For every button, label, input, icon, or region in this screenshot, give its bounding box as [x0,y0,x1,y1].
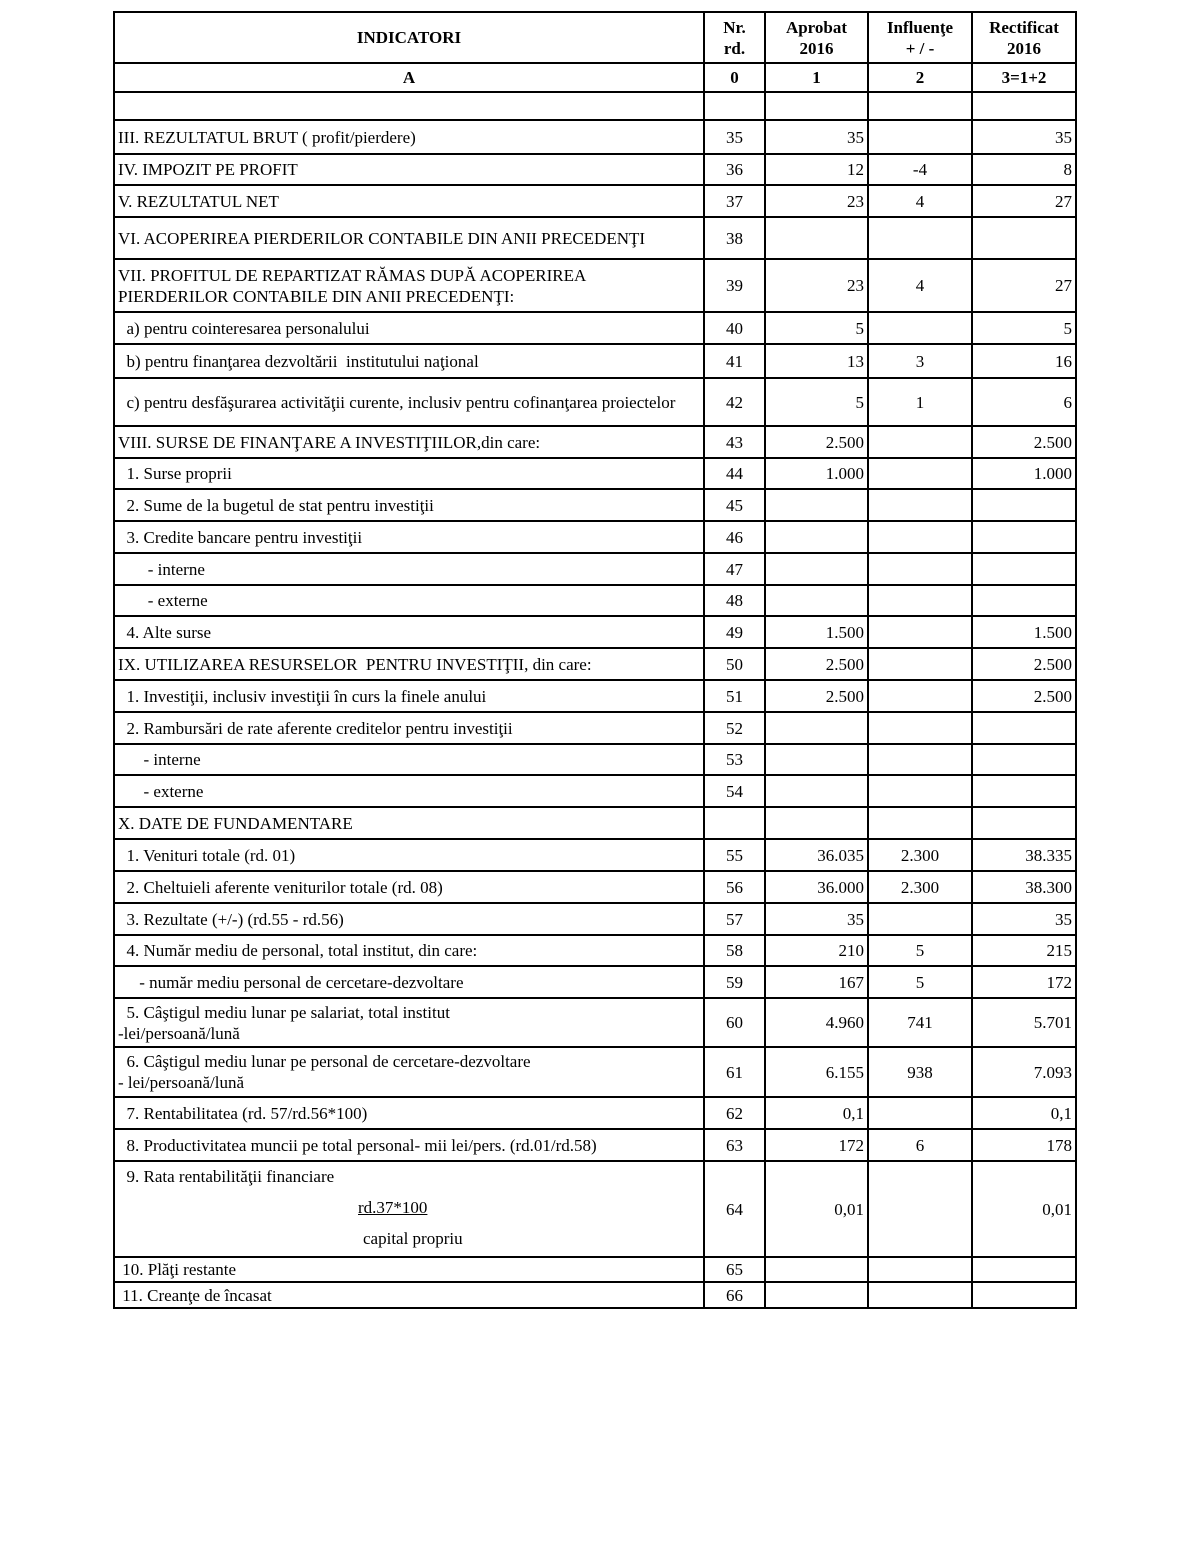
indicator-cell: 4. Număr mediu de personal, total institut, din care: [114,935,704,966]
indicator-cell: 1. Venituri totale (rd. 01) [114,839,704,871]
indicator-cell: VII. PROFITUL DE REPARTIZAT RĂMAS DUPĂ ACOPERIREA PIERDERILOR CONTABILE DIN ANII PRECEDENŢI: [114,259,704,312]
header-rectificat: Rectificat 2016 [972,12,1076,63]
table-row [114,1129,1076,1161]
table-row [114,775,1076,807]
influente-cell: 5 [868,935,972,966]
rectificat-cell [972,585,1076,616]
indicator-cell: - externe [114,775,704,807]
aprobat-cell: 210 [765,935,868,966]
influente-cell [868,585,972,616]
table-row [114,680,1076,712]
influente-cell [868,712,972,744]
row-number-cell: 40 [704,312,765,344]
aprobat-cell [765,585,868,616]
table-row [114,185,1076,217]
rectificat-cell: 178 [972,1129,1076,1161]
row-number-cell: 50 [704,648,765,680]
aprobat-cell [765,217,868,259]
rectificat-cell [972,1257,1076,1282]
table-row [114,616,1076,648]
row-number-cell: 55 [704,839,765,871]
row-number-cell: 38 [704,217,765,259]
row-number-cell: 39 [704,259,765,312]
influente-cell [868,426,972,458]
rectificat-cell [972,553,1076,585]
indicator-cell: 2. Cheltuieli aferente veniturilor totale (rd. 08) [114,871,704,903]
row-number-cell: 62 [704,1097,765,1129]
table-row [114,120,1076,154]
row-number-cell: 60 [704,998,765,1047]
row-number-cell: 61 [704,1047,765,1097]
aprobat-cell: 172 [765,1129,868,1161]
rectificat-cell: 2.500 [972,426,1076,458]
indicator-cell [114,92,704,120]
table-row [114,807,1076,839]
influente-cell: 4 [868,259,972,312]
table-row [114,1097,1076,1129]
influente-cell: 3 [868,344,972,378]
header-indicatori: INDICATORI [114,12,704,63]
aprobat-cell: 5 [765,312,868,344]
indicator-cell: - externe [114,585,704,616]
rectificat-cell [972,1282,1076,1308]
table-row [114,966,1076,998]
indicator-cell: VIII. SURSE DE FINANŢARE A INVESTIŢIILOR,din care: [114,426,704,458]
aprobat-cell [765,521,868,553]
table-row [114,839,1076,871]
aprobat-cell: 12 [765,154,868,185]
influente-cell [868,217,972,259]
influente-cell [868,775,972,807]
aprobat-cell: 36.000 [765,871,868,903]
influente-cell [868,489,972,521]
header-aprobat: Aprobat 2016 [765,12,868,63]
indicator-cell: c) pentru desfăşurarea activităţii curente, inclusiv pentru cofinanţarea proiectelor [114,378,704,426]
row-number-cell: 43 [704,426,765,458]
indicator-cell: IX. UTILIZAREA RESURSELOR PENTRU INVESTIŢII, din care: [114,648,704,680]
column-index-row [114,63,1076,92]
row-number-cell: 58 [704,935,765,966]
aprobat-cell: 23 [765,259,868,312]
influente-cell [868,744,972,775]
aprobat-cell [765,1282,868,1308]
indicator-cell: 3. Rezultate (+/-) (rd.55 - rd.56) [114,903,704,935]
indicator-cell: VI. ACOPERIREA PIERDERILOR CONTABILE DIN ANII PRECEDENŢI [114,217,704,259]
indicator-cell: 1. Surse proprii [114,458,704,489]
rectificat-cell [972,217,1076,259]
row-number-cell: 45 [704,489,765,521]
aprobat-cell: 35 [765,903,868,935]
table-body [114,92,1076,1308]
influente-cell [868,1282,972,1308]
table-row [114,648,1076,680]
table-row [114,998,1076,1047]
influente-cell: -4 [868,154,972,185]
indicator-cell: IV. IMPOZIT PE PROFIT [114,154,704,185]
influente-cell: 4 [868,185,972,217]
indicator-cell: b) pentru finanţarea dezvoltării institutului naţional [114,344,704,378]
row-number-cell: 59 [704,966,765,998]
indicator-cell: 1. Investiţii, inclusiv investiţii în curs la finele anului [114,680,704,712]
aprobat-cell [765,1257,868,1282]
rectificat-cell [972,521,1076,553]
row-number-cell [704,807,765,839]
rectificat-cell: 2.500 [972,648,1076,680]
influente-cell [868,903,972,935]
rectificat-cell: 172 [972,966,1076,998]
aprobat-cell [765,92,868,120]
row-number-cell: 44 [704,458,765,489]
influente-cell [868,807,972,839]
aprobat-cell: 1.000 [765,458,868,489]
influente-cell [868,458,972,489]
col-index-1: 1 [765,63,868,92]
influente-cell [868,312,972,344]
influente-cell: 5 [868,966,972,998]
influente-cell: 1 [868,378,972,426]
rectificat-cell: 27 [972,185,1076,217]
row-number-cell: 46 [704,521,765,553]
aprobat-cell [765,744,868,775]
indicator-cell: X. DATE DE FUNDAMENTARE [114,807,704,839]
indicator-cell: 5. Câştigul mediu lunar pe salariat, total institut -lei/persoană/lună [114,998,704,1047]
aprobat-cell: 2.500 [765,426,868,458]
indicator-cell: 8. Productivitatea muncii pe total personal- mii lei/pers. (rd.01/rd.58) [114,1129,704,1161]
row-number-cell: 52 [704,712,765,744]
indicator-cell [114,1161,704,1257]
influente-cell: 938 [868,1047,972,1097]
rectificat-cell: 27 [972,259,1076,312]
aprobat-cell [765,775,868,807]
formula-denominator: capital propriu [363,1229,463,1248]
rectificat-cell: 7.093 [972,1047,1076,1097]
influente-cell [868,1097,972,1129]
aprobat-cell [765,489,868,521]
aprobat-cell: 2.500 [765,680,868,712]
aprobat-cell: 6.155 [765,1047,868,1097]
rectificat-cell [972,712,1076,744]
rectificat-cell: 6 [972,378,1076,426]
rata-label: 9. Rata rentabilităţii financiare [118,1167,335,1186]
influente-cell: 741 [868,998,972,1047]
table-row [114,259,1076,312]
rectificat-cell: 5 [972,312,1076,344]
indicator-cell: III. REZULTATUL BRUT ( profit/pierdere) [114,120,704,154]
row-number-cell: 47 [704,553,765,585]
row-number-cell: 54 [704,775,765,807]
header-row [114,12,1076,63]
aprobat-cell: 167 [765,966,868,998]
indicator-cell: 6. Câştigul mediu lunar pe personal de cercetare-dezvoltare - lei/persoană/lună [114,1047,704,1097]
table-row [114,712,1076,744]
influente-cell [868,553,972,585]
influente-cell: 2.300 [868,839,972,871]
rectificat-cell [972,489,1076,521]
influente-cell [868,120,972,154]
table-row [114,903,1076,935]
row-number-cell: 53 [704,744,765,775]
aprobat-cell: 4.960 [765,998,868,1047]
row-number-cell: 51 [704,680,765,712]
aprobat-cell: 0,1 [765,1097,868,1129]
table-row [114,585,1076,616]
row-number-cell: 64 [704,1161,765,1257]
col-index-0: 0 [704,63,765,92]
influente-cell [868,521,972,553]
indicator-cell: 2. Sume de la bugetul de stat pentru investiţii [114,489,704,521]
aprobat-cell: 13 [765,344,868,378]
row-number-cell: 35 [704,120,765,154]
indicator-cell: 11. Creanţe de încasat [114,1282,704,1308]
table-row [114,92,1076,120]
aprobat-cell: 1.500 [765,616,868,648]
table-row [114,1047,1076,1097]
rectificat-cell: 35 [972,120,1076,154]
aprobat-cell [765,712,868,744]
indicator-cell: - interne [114,553,704,585]
indicator-cell: 4. Alte surse [114,616,704,648]
aprobat-cell: 36.035 [765,839,868,871]
influente-cell: 2.300 [868,871,972,903]
table-row [114,553,1076,585]
rectificat-cell: 1.500 [972,616,1076,648]
table-row [114,871,1076,903]
rectificat-cell: 2.500 [972,680,1076,712]
aprobat-cell: 5 [765,378,868,426]
rectificat-cell [972,744,1076,775]
rectificat-cell: 5.701 [972,998,1076,1047]
row-number-cell: 56 [704,871,765,903]
table-row [114,154,1076,185]
table-row [114,744,1076,775]
row-number-cell: 48 [704,585,765,616]
budget-table [113,11,1077,1309]
row-number-cell: 49 [704,616,765,648]
influente-cell [868,616,972,648]
indicator-cell: V. REZULTATUL NET [114,185,704,217]
row-number-cell: 36 [704,154,765,185]
row-number-cell: 57 [704,903,765,935]
col-index-a: A [114,63,704,92]
indicator-cell: a) pentru cointeresarea personalului [114,312,704,344]
rectificat-cell: 38.300 [972,871,1076,903]
aprobat-cell [765,807,868,839]
influente-cell [868,1161,972,1257]
rectificat-cell: 0,01 [972,1161,1076,1257]
row-number-cell: 42 [704,378,765,426]
table-row [114,521,1076,553]
table-row [114,344,1076,378]
table-row [114,312,1076,344]
rectificat-cell: 38.335 [972,839,1076,871]
influente-cell [868,1257,972,1282]
table-row [114,458,1076,489]
rectificat-cell [972,92,1076,120]
influente-cell [868,680,972,712]
col-index-3: 3=1+2 [972,63,1076,92]
aprobat-cell: 35 [765,120,868,154]
table-row [114,1161,1076,1257]
table-row [114,217,1076,259]
indicator-cell: 2. Rambursări de rate aferente creditelor pentru investiţii [114,712,704,744]
row-number-cell: 66 [704,1282,765,1308]
rectificat-cell: 0,1 [972,1097,1076,1129]
formula-numerator: rd.37*100 [358,1198,428,1217]
row-number-cell: 65 [704,1257,765,1282]
indicator-cell: 3. Credite bancare pentru investiţii [114,521,704,553]
table-row [114,1282,1076,1308]
row-number-cell: 37 [704,185,765,217]
influente-cell [868,648,972,680]
header-influente: Influenţe + / - [868,12,972,63]
aprobat-cell [765,553,868,585]
header-nr-rd: Nr. rd. [704,12,765,63]
aprobat-cell: 2.500 [765,648,868,680]
row-number-cell [704,92,765,120]
aprobat-cell: 23 [765,185,868,217]
indicator-cell: - interne [114,744,704,775]
table-row [114,378,1076,426]
rectificat-cell: 16 [972,344,1076,378]
table-row [114,426,1076,458]
rectificat-cell: 35 [972,903,1076,935]
table-row [114,935,1076,966]
indicator-cell: - număr mediu personal de cercetare-dezvoltare [114,966,704,998]
rectificat-cell: 215 [972,935,1076,966]
col-index-2: 2 [868,63,972,92]
row-number-cell: 63 [704,1129,765,1161]
indicator-cell: 7. Rentabilitatea (rd. 57/rd.56*100) [114,1097,704,1129]
table-row [114,489,1076,521]
rectificat-cell: 8 [972,154,1076,185]
influente-cell [868,92,972,120]
table-row [114,1257,1076,1282]
rectificat-cell: 1.000 [972,458,1076,489]
influente-cell: 6 [868,1129,972,1161]
rectificat-cell [972,775,1076,807]
indicator-cell: 10. Plăţi restante [114,1257,704,1282]
aprobat-cell: 0,01 [765,1161,868,1257]
rectificat-cell [972,807,1076,839]
row-number-cell: 41 [704,344,765,378]
